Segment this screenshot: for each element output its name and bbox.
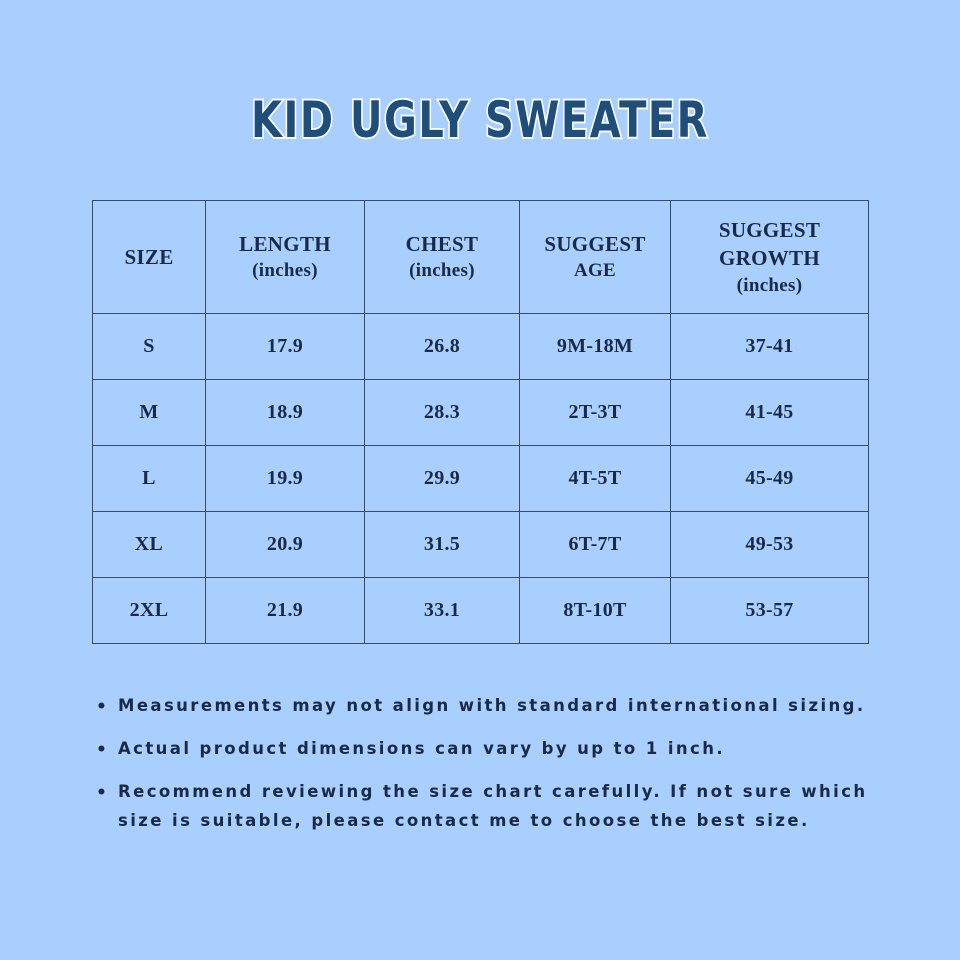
cell-age: 8T-10T (520, 578, 671, 644)
table-row (93, 512, 869, 578)
cell-growth: 53-57 (671, 578, 869, 644)
column-header-chest-main: CHEST (405, 232, 479, 256)
column-header-suggest-growth (671, 201, 869, 314)
cell-chest: 31.5 (365, 512, 520, 578)
list-item (92, 778, 892, 836)
column-header-chest (365, 201, 520, 314)
list-item (92, 692, 892, 721)
column-header-suggest-growth-main: SUGGEST GROWTH (718, 217, 821, 271)
column-header-size (93, 201, 206, 314)
cell-size: S (93, 314, 206, 380)
size-table (92, 200, 869, 644)
cell-length: 19.9 (206, 446, 365, 512)
bullet-icon: • (96, 696, 110, 717)
table-body (93, 314, 869, 644)
cell-growth: 49-53 (671, 512, 869, 578)
list-item-text: Recommend reviewing the size chart carefully. If not sure which size is suitable, please contact me to choose the best size. (118, 781, 868, 830)
bullet-icon: • (96, 782, 110, 803)
page-title-container (0, 92, 960, 150)
cell-size: M (93, 380, 206, 446)
table-row (93, 578, 869, 644)
notes-list (92, 692, 892, 850)
list-item-text: Actual product dimensions can vary by up to 1 inch. (118, 738, 726, 758)
column-header-size-main: SIZE (124, 244, 174, 269)
column-header-suggest-growth-sub: (inches) (736, 274, 803, 296)
column-header-suggest-age-sub: AGE (573, 260, 617, 282)
list-item (92, 735, 892, 764)
column-header-suggest-age (520, 201, 671, 314)
cell-chest: 26.8 (365, 314, 520, 380)
cell-growth: 45-49 (671, 446, 869, 512)
cell-chest: 28.3 (365, 380, 520, 446)
cell-age: 4T-5T (520, 446, 671, 512)
cell-size: L (93, 446, 206, 512)
cell-age: 9M-18M (520, 314, 671, 380)
cell-length: 17.9 (206, 314, 365, 380)
table-row (93, 380, 869, 446)
bullet-icon: • (96, 739, 110, 760)
cell-age: 6T-7T (520, 512, 671, 578)
column-header-length (206, 201, 365, 314)
cell-size: XL (93, 512, 206, 578)
column-header-chest-sub: (inches) (409, 260, 475, 282)
cell-chest: 29.9 (365, 446, 520, 512)
cell-age: 2T-3T (520, 380, 671, 446)
cell-length: 21.9 (206, 578, 365, 644)
cell-growth: 37-41 (671, 314, 869, 380)
list-item-text: Measurements may not align with standard international sizing. (118, 696, 866, 715)
size-table-container (92, 200, 868, 644)
cell-size: 2XL (93, 578, 206, 644)
cell-growth: 41-45 (671, 380, 869, 446)
table-row (93, 314, 869, 380)
table-header (93, 201, 869, 314)
column-header-length-sub: (inches) (252, 260, 318, 282)
table-header-row (93, 201, 869, 314)
cell-chest: 33.1 (365, 578, 520, 644)
column-header-suggest-age-main: SUGGEST (544, 232, 646, 256)
cell-length: 18.9 (206, 380, 365, 446)
page-title: KID UGLY SWEATER (251, 92, 709, 150)
column-header-length-main: LENGTH (239, 232, 331, 256)
table-row (93, 446, 869, 512)
cell-length: 20.9 (206, 512, 365, 578)
